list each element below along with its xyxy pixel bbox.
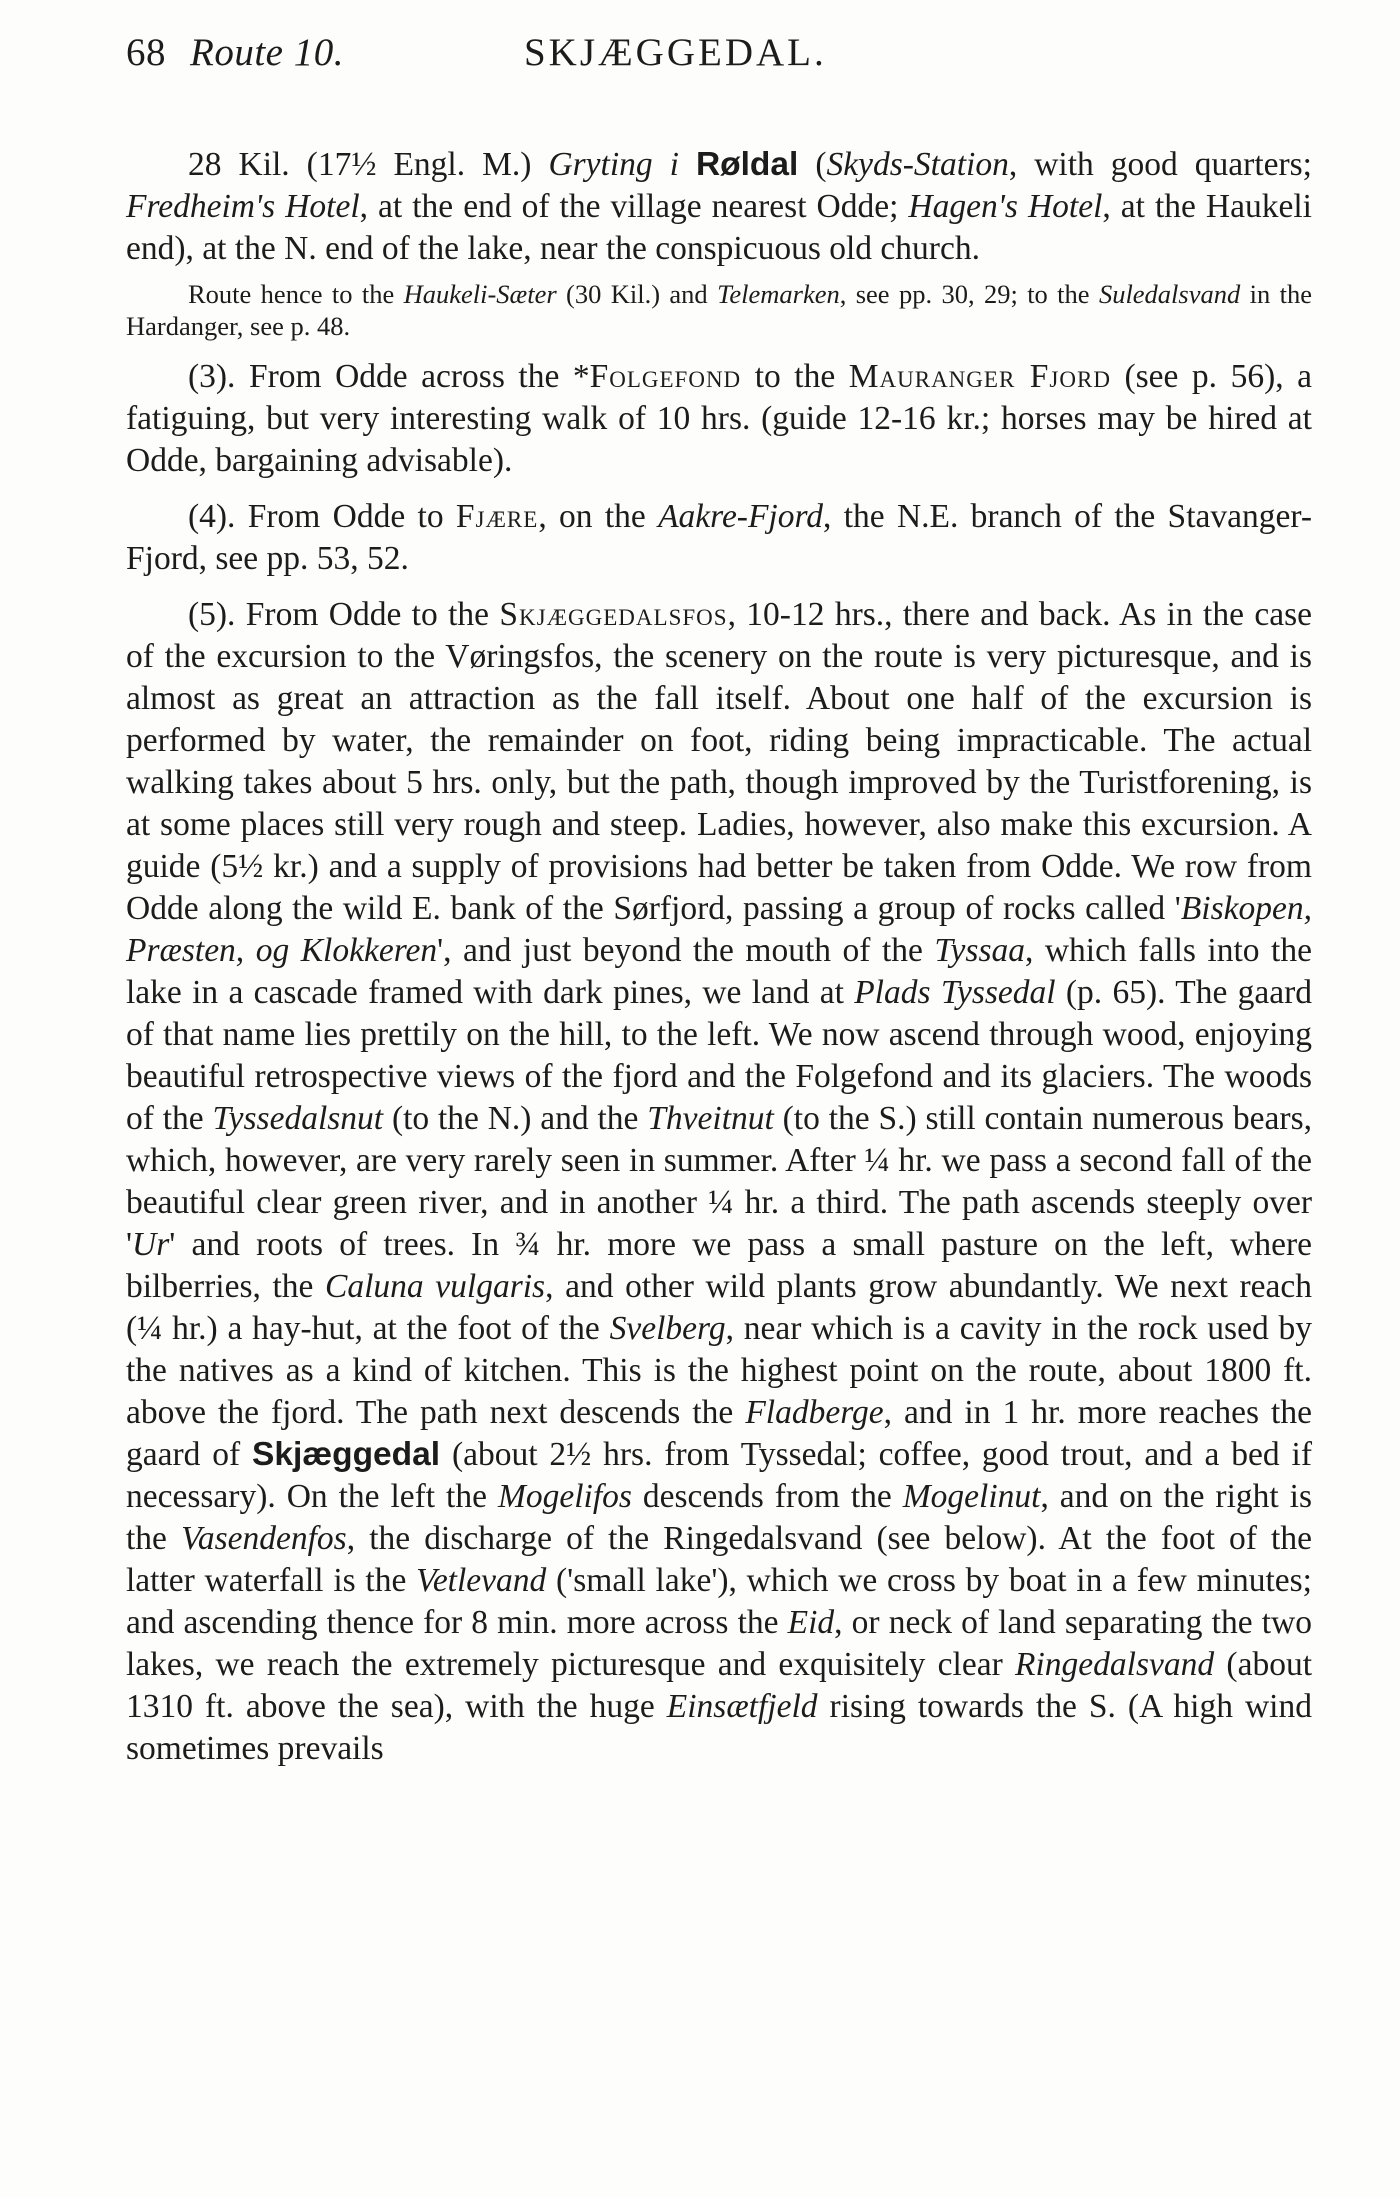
place-name: Haukeli-Sæter	[403, 279, 557, 309]
term: Skyds-Station	[826, 146, 1009, 183]
text: , and in 1 hr. more reaches the gaard of	[126, 1394, 1312, 1473]
place-name-caps: Fjære	[455, 498, 539, 535]
text: (about 1310 ft. above the sea), with the huge	[126, 1646, 1313, 1725]
text: , 10-12 hrs., there and back. As in the case of the excursion to the Vøringsfos, the scenery on the route is very picturesque, and is almost as great an attraction as the fall itself. About one half of the excursion is performed by water, the remainder on foot, riding being impracticable. The actual walking takes about 5 hrs. only, but the path, though improved by the Turistforening, is at some places still very rough and steep. Ladies, however, also make this excursion. A guide (5½ kr.) and a supply of provisions had better be taken from Odde. We row from Odde along the wild E. bank of the Sørfjord, passing a group of rocks called '	[126, 596, 1312, 927]
place-name: Biskopen, Præsten, og Klokkeren	[126, 890, 1312, 969]
text: , or neck of land separating the two lakes, we reach the extremely picturesque and exquisitely clear	[126, 1604, 1312, 1683]
place-name: Mogelinut	[902, 1478, 1041, 1515]
running-header	[126, 30, 1312, 92]
text: in the Hardanger, see p. 48.	[126, 279, 1312, 341]
hotel-name: Hagen's Hotel	[908, 188, 1103, 225]
place-name: Eid	[787, 1604, 835, 1641]
text: , at the end of the village nearest Odde;	[359, 188, 909, 225]
route-note	[126, 278, 1312, 342]
place-name: Vetlevand	[416, 1562, 547, 1599]
text: rising towards the S. (A high wind sometimes prevails	[126, 1688, 1312, 1767]
place-name: Suledalsvand	[1098, 279, 1241, 309]
text: , on the	[538, 498, 659, 535]
text: , the N.E. branch of the Stavanger-Fjord, see pp. 53, 52.	[126, 498, 1312, 577]
page-number: 68	[126, 31, 166, 74]
text: , at the Haukeli end), at the N. end of the lake, near the conspicuous old church.	[126, 188, 1312, 267]
text: (3). From Odde across the *	[188, 358, 590, 395]
place-name: Thveitnut	[647, 1100, 774, 1137]
place-name: Tyssedalsnut	[212, 1100, 384, 1137]
text: , with good quarters;	[1008, 146, 1312, 183]
plant-name: Caluna vulgaris	[325, 1268, 546, 1305]
running-title: SKJÆGGEDAL.	[523, 31, 827, 74]
text: ' and roots of trees. In ¾ hr. more we pass a small pasture on the left, where bilberries, the	[126, 1226, 1312, 1305]
place-name: Ringedalsvand	[1015, 1646, 1215, 1683]
hotel-name: Fredheim's Hotel	[126, 188, 360, 225]
text: , near which is a cavity in the rock used by the natives as a kind of kitchen. This is the highest point on the route, about 1800 ft. above the fjord. The path next descends the	[126, 1310, 1313, 1431]
text: (4). From Odde to	[188, 498, 456, 535]
text: (p. 65). The gaard of that name lies prettily on the hill, to the left. We now ascend through wood, enjoying beautiful retrospective views of the fjord and the Folgefond and its glaciers. The woods of the	[126, 974, 1313, 1137]
text: Route hence to the	[188, 279, 404, 309]
text: to the	[741, 358, 849, 395]
text: 28 Kil. (17½ Engl. M.)	[188, 146, 549, 183]
text: , and on the right is the	[126, 1478, 1312, 1557]
text: ', and just beyond the mouth of the	[437, 932, 935, 969]
text: , and other wild plants grow abundantly. We next reach (¼ hr.) a hay-hut, at the foot of the	[126, 1268, 1313, 1347]
paragraph-skjaeggedalsfos	[126, 594, 1312, 1770]
place-name: Einsætfjeld	[666, 1688, 818, 1725]
place-name: Plads Tyssedal	[854, 974, 1056, 1011]
text: (	[798, 146, 827, 183]
text: (30 Kil.) and	[556, 279, 718, 309]
paragraph-folgefond	[126, 356, 1312, 482]
text: (to the N.) and the	[383, 1100, 648, 1137]
place-name-caps: Mauranger Fjord	[848, 358, 1111, 395]
place-name-caps: Folgefond	[589, 358, 742, 395]
place-name: Tyssaa	[934, 932, 1025, 969]
term: Ur	[132, 1226, 170, 1263]
text: descends from the	[631, 1478, 903, 1515]
place-name: Vasendenfos	[181, 1520, 347, 1557]
text: (5). From Odde to the	[188, 596, 500, 633]
text: , the discharge of the Ringedalsvand (see below). At the foot of the latter waterfall is the	[126, 1520, 1312, 1599]
paragraph-gryting	[126, 144, 1312, 270]
text: ('small lake'), which we cross by boat in a few minutes; and ascending thence for 8 min. more across the	[126, 1562, 1312, 1641]
text: (to the S.) still contain numerous bears, which, however, are very rarely seen in summer. After ¼ hr. we pass a second fall of the beautiful clear green river, and in another ¼ hr. a third. The path ascends steeply over '	[126, 1100, 1312, 1263]
place-name: Gryting i	[548, 146, 696, 183]
text: , see pp. 30, 29; to the	[839, 279, 1099, 309]
text: , which falls into the lake in a cascade framed with dark pines, we land at	[126, 932, 1312, 1011]
place-name: Svelberg	[609, 1310, 726, 1347]
place-name-bold: Skjæggedal	[252, 1436, 441, 1473]
text: (see p. 56), a fatiguing, but very interesting walk of 10 hrs. (guide 12-16 kr.; horses may be hired at Odde, bargaining advisable).	[126, 358, 1312, 479]
place-name: Mogelifos	[497, 1478, 632, 1515]
text: (about 2½ hrs. from Tyssedal; coffee, good trout, and a bed if necessary). On the left the	[126, 1436, 1312, 1515]
route-label: Route 10.	[190, 31, 344, 74]
place-name-caps: Skjæggedalsfos	[499, 596, 728, 633]
place-name: Fladberge	[745, 1394, 884, 1431]
place-name: Aakre-Fjord	[658, 498, 824, 535]
place-name: Telemarken	[717, 279, 840, 309]
paragraph-fjaere	[126, 496, 1312, 580]
place-name-bold: Røldal	[695, 146, 799, 183]
